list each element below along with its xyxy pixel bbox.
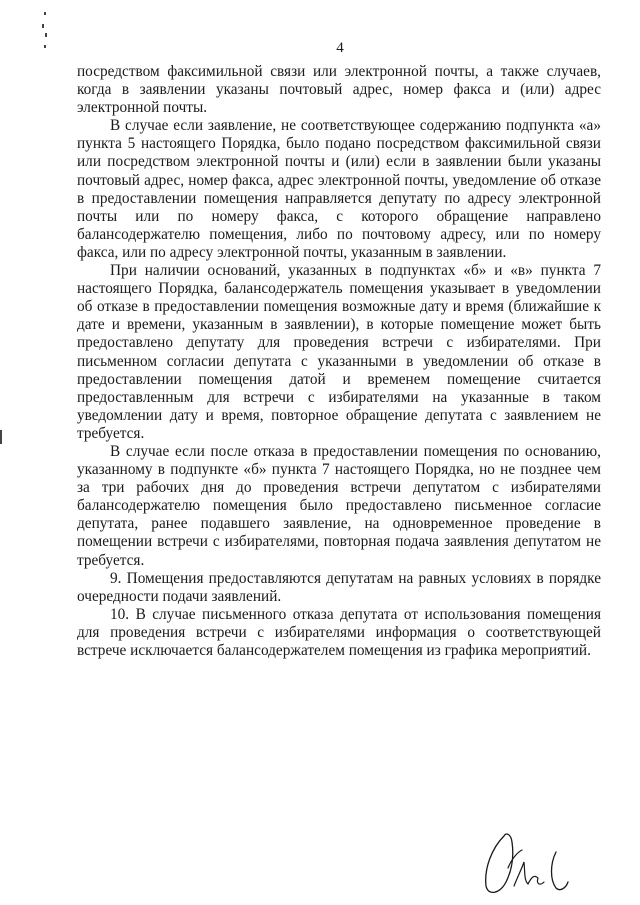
scan-artifact-top [42,24,44,28]
paragraph: При наличии оснований, указанных в подпунктах «б» и «в» пункта 7 настоящего Порядка, балансодержатель помещения указывает в уведомлении об отказе в предоставлении помещения возможные дату и время (ближайшие к дате и времени, указанным в заявлении), в которые помещение может быть предоставлено депутату для проведения встречи с избирателями. При письменном согласии депутата с указанными в уведомлении об отказе в предоставлении помещения датой и временем помещение считается предоставленным для встречи с избирателями на указанные в таком уведомлении дату и время, повторное обращение депутата с заявлением не требуется. [77,262,601,442]
paragraph: В случае если после отказа в предоставлении помещения по основанию, указанному в подпункте «б» пункта 7 настоящего Порядка, но не позднее чем за три рабочих дня до проведения встречи депутатом с избирателями балансодержателю помещения было предоставлено письменное согласие депутата, ранее подавшего заявление, на одновременное проведение в помещении встречи с избирателями, повторная подача заявления депутатом не требуется. [77,442,601,569]
page-number: 4 [336,40,344,56]
handwritten-signature [478,828,588,898]
paragraph: 9. Помещения предоставляются депутатам на равных условиях в порядке очередности подачи заявлений. [77,569,601,605]
document-body [77,63,601,660]
paragraph: посредством факсимильной связи или электронной почты, а также случаев, когда в заявлении указаны почтовый адрес, номер факса и (или) адрес электронной почты. [77,63,601,117]
scan-artifact-top [45,33,47,37]
scan-artifact-top [44,12,46,15]
paragraph: В случае если заявление, не соответствующее содержанию подпункта «а» пункта 5 настоящего Порядка, было подано посредством факсимильной связи или посредством электронной почты и (или) если в заявлении были указаны почтовый адрес, номер факса, адрес электронной почты, уведомление об отказе в предоставлении помещения направляется депутату по адресу электронной почты или по номеру факса, с которого обращение направлено балансодержателю помещения, либо по почтовому адресу, или по номеру факса, или по адресу электронной почты, указанным в заявлении. [77,117,601,261]
scan-artifact-side [0,430,2,444]
paragraph: 10. В случае письменного отказа депутата от использования помещения для проведения встречи с избирателями информация о соответствующей встрече исключается балансодержателем помещения из графика мероприятий. [77,605,601,659]
